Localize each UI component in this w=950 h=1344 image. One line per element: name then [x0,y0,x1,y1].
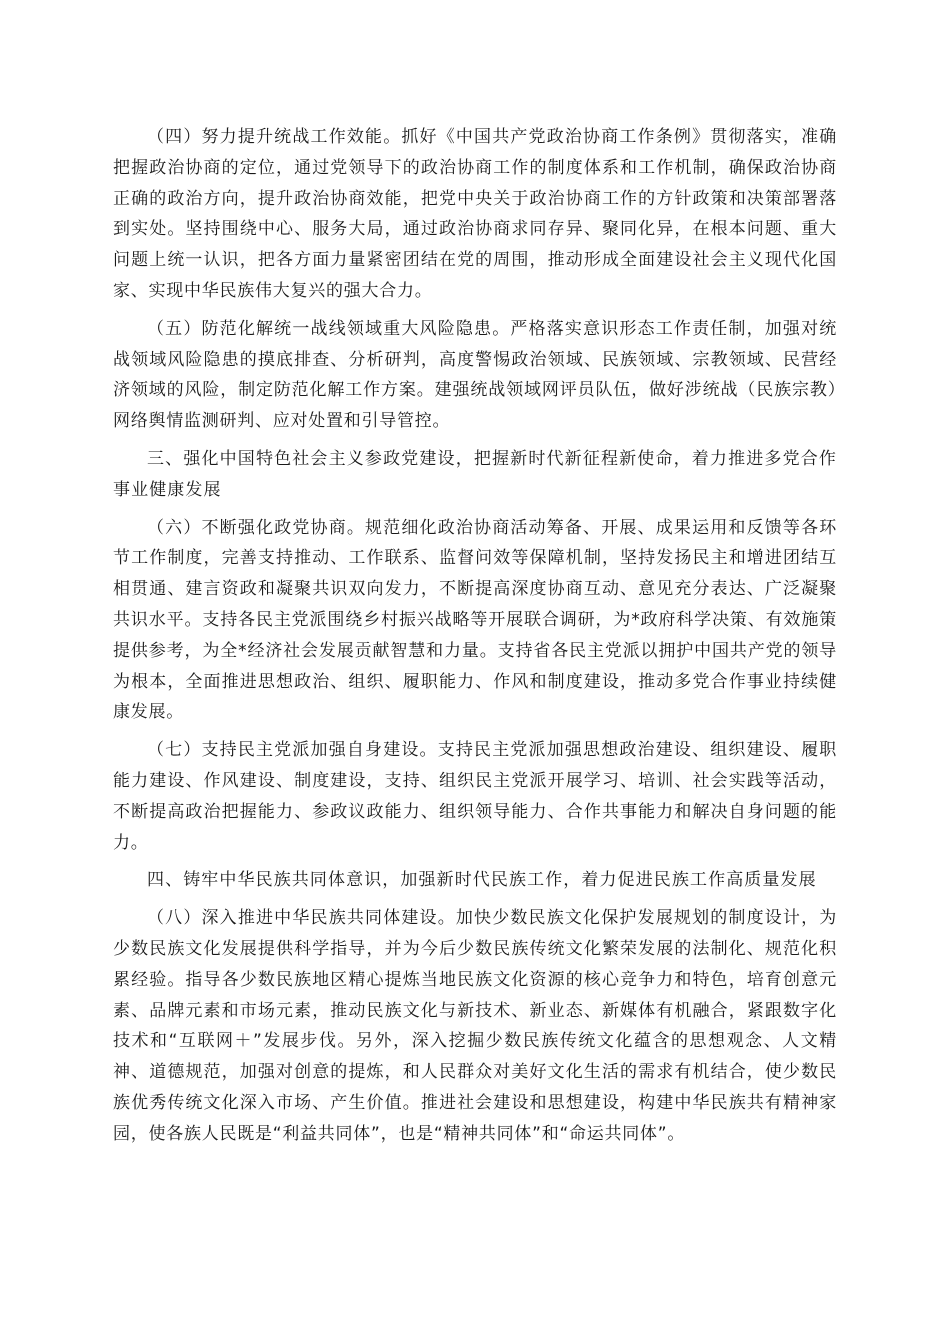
paragraph-item-7: （七）支持民主党派加强自身建设。支持民主党派加强思想政治建设、组织建设、履职能力建设、作风建设、制度建设，支持、组织民主党派开展学习、培训、社会实践等活动，不断提高政治把握能力、参政议政能力、组织领导能力、合作共事能力和解决自身问题的能力。 [113,740,837,853]
section-heading-4: 四、铸牢中华民族共同体意识，加强新时代民族工作，着力促进民族工作高质量发展 [147,870,817,891]
section-heading-3: 三、强化中国特色社会主义参政党建设，把握新时代新征程新使命，着力推进多党合作事业健康发展 [113,448,837,500]
paragraph-item-6: （六）不断强化政党协商。规范细化政治协商活动筹备、开展、成果运用和反馈等各环节工作制度，完善支持推动、工作联系、监督问效等保障机制，坚持发扬民主和增进团结互相贯通、建言资政和凝聚共识双向发力，不断提高深度协商互动、意见充分表达、广泛凝聚共识水平。支持各民主党派围绕乡村振兴战略等开展联合调研，为*政府科学决策、有效施策提供参考，为全*经济社会发展贡献智慧和力量。支持省各民主党派以拥护中国共产党的领导为根本，全面推进思想政治、组织、履职能力、作风和制度建设，推动多党合作事业持续健康发展。 [113,517,837,723]
document-body [113,122,837,1150]
paragraph-item-5: （五）防范化解统一战线领域重大风险隐患。严格落实意识形态工作责任制，加强对统战领域风险隐患的摸底排查、分析研判，高度警惕政治领域、民族领域、宗教领域、民营经济领域的风险，制定防范化解工作方案。建强统战领域网评员队伍，做好涉统战（民族宗教）网络舆情监测研判、应对处置和引导管控。 [113,318,837,432]
paragraph-item-4: （四）努力提升统战工作效能。抓好《中国共产党政治协商工作条例》贯彻落实，准确把握政治协商的定位，通过党领导下的政治协商工作的制度体系和工作机制，确保政治协商正确的政治方向，提升政治协商效能，把党中央关于政治协商工作的方针政策和决策部署落到实处。坚持围绕中心、服务大局，通过政治协商求同存异、聚同化异，在根本问题、重大问题上统一认识，把各方面力量紧密团结在党的周围，推动形成全面建设社会主义现代化国家、实现中华民族伟大复兴的强大合力。 [113,127,837,301]
paragraph-item-8: （八）深入推进中华民族共同体建设。加快少数民族文化保护发展规划的制度设计，为少数民族文化发展提供科学指导，并为今后少数民族传统文化繁荣发展的法制化、规范化积累经验。指导各少数民族地区精心提炼当地民族文化资源的核心竞争力和特色，培育创意元素、品牌元素和市场元素，推动民族文化与新技术、新业态、新媒体有机融合，紧跟数字化技术和“互联网＋”发展步伐。另外，深入挖掘少数民族传统文化蕴含的思想观念、人文精神、道德规范，加强对创意的提炼，和人民群众对美好文化生活的需求有机结合，使少数民族优秀传统文化深入市场、产生价值。推进社会建设和思想建设，构建中华民族共有精神家园，使各族人民既是“利益共同体”，也是“精神共同体”和“命运共同体”。 [113,908,837,1144]
